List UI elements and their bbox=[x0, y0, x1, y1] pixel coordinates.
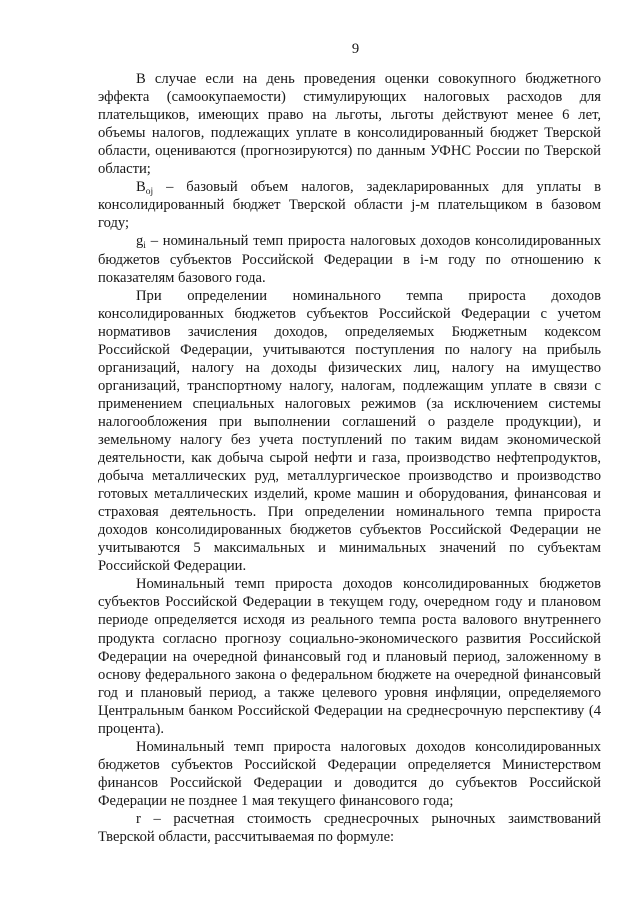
definition-text-b0j: – базовый объем налогов, задекларированных для уплаты в консолидированный бюджет Тверской области j-м плательщиком в базовом году; bbox=[98, 179, 601, 232]
paragraph-ministry-of-finance: Номинальный темп прироста налоговых доходов консолидированных бюджетов субъектов Российской Федерации определяется Министерством финансов Российской Федерации и доводится до субъектов Российской Федерации не позднее 1 мая текущего финансового года; bbox=[98, 738, 601, 809]
page-number: 9 bbox=[351, 41, 360, 57]
variable-symbol-g: g bbox=[136, 233, 144, 250]
definition-base-tax-volume bbox=[98, 178, 601, 232]
definition-borrowing-cost: r – расчетная стоимость среднесрочных рыночных заимствований Тверской области, рассчитываемая по формуле: bbox=[98, 810, 601, 846]
paragraph-growth-rate-determination: При определении номинального темпа прироста доходов консолидированных бюджетов субъектов Российской Федерации с учетом нормативов зачисления доходов, определяемых Бюджетным кодексом Российской Федерации, учитываются поступления по налогу на прибыль организаций, налогу на доходы физических лиц, налогу на имущество организаций, транспортному налогу, налогам, подлежащим уплате в связи с применением специальных налоговых режимов (за исключением системы налогообложения при выполнении соглашений о разделе продукции), и земельному налогу без учета поступлений по таким видам экономической деятельности, как добыча сырой нефти и газа, производство нефтепродуктов, добыча металлических руд, металлургическое производство и производство готовых металлических изделий, кроме машин и оборудования, финансовая и страховая деятельность. При определении номинального темпа прироста доходов консолидированных бюджетов субъектов Российской Федерации не учитываются 5 максимальных и минимальных значений по субъектам Российской Федерации. bbox=[98, 287, 601, 575]
variable-subscript-oj: oj bbox=[145, 187, 154, 198]
variable-subscript-i: i bbox=[143, 241, 146, 252]
definition-text-gi: – номинальный темп прироста налоговых доходов консолидированных бюджетов субъектов Российской Федерации в i-м году по отношению к показателям базового года. bbox=[98, 233, 602, 286]
definition-nominal-growth-rate bbox=[98, 232, 601, 286]
paragraph-assessment-conditions: В случае если на день проведения оценки совокупного бюджетного эффекта (самоокупаемости) стимулирующих налоговых расходов для плательщиков, имеющих право на льготы, льготы действуют менее 6 лет, объемы налогов, подлежащих уплате в консолидированный бюджет Тверской области, оцениваются (прогнозируются) по данным УФНС России по Тверской области; bbox=[98, 71, 601, 178]
variable-symbol-b: B bbox=[136, 179, 146, 196]
paragraph-growth-rate-forecast: Номинальный темп прироста доходов консолидированных бюджетов субъектов Российской Федерации в текущем году, очередном году и плановом периоде определяется исходя из реального темпа роста валового внутреннего продукта согласно прогнозу социально-экономического развития Российской Федерации на очередной финансовый год и плановый период, заложенному в основу федерального закона о федеральном бюджете на очередной финансовый год и плановый период, а также целевого уровня инфляции, определяемого Центральным банком Российской Федерации на среднесрочную перспективу (4 процента). bbox=[98, 576, 601, 737]
